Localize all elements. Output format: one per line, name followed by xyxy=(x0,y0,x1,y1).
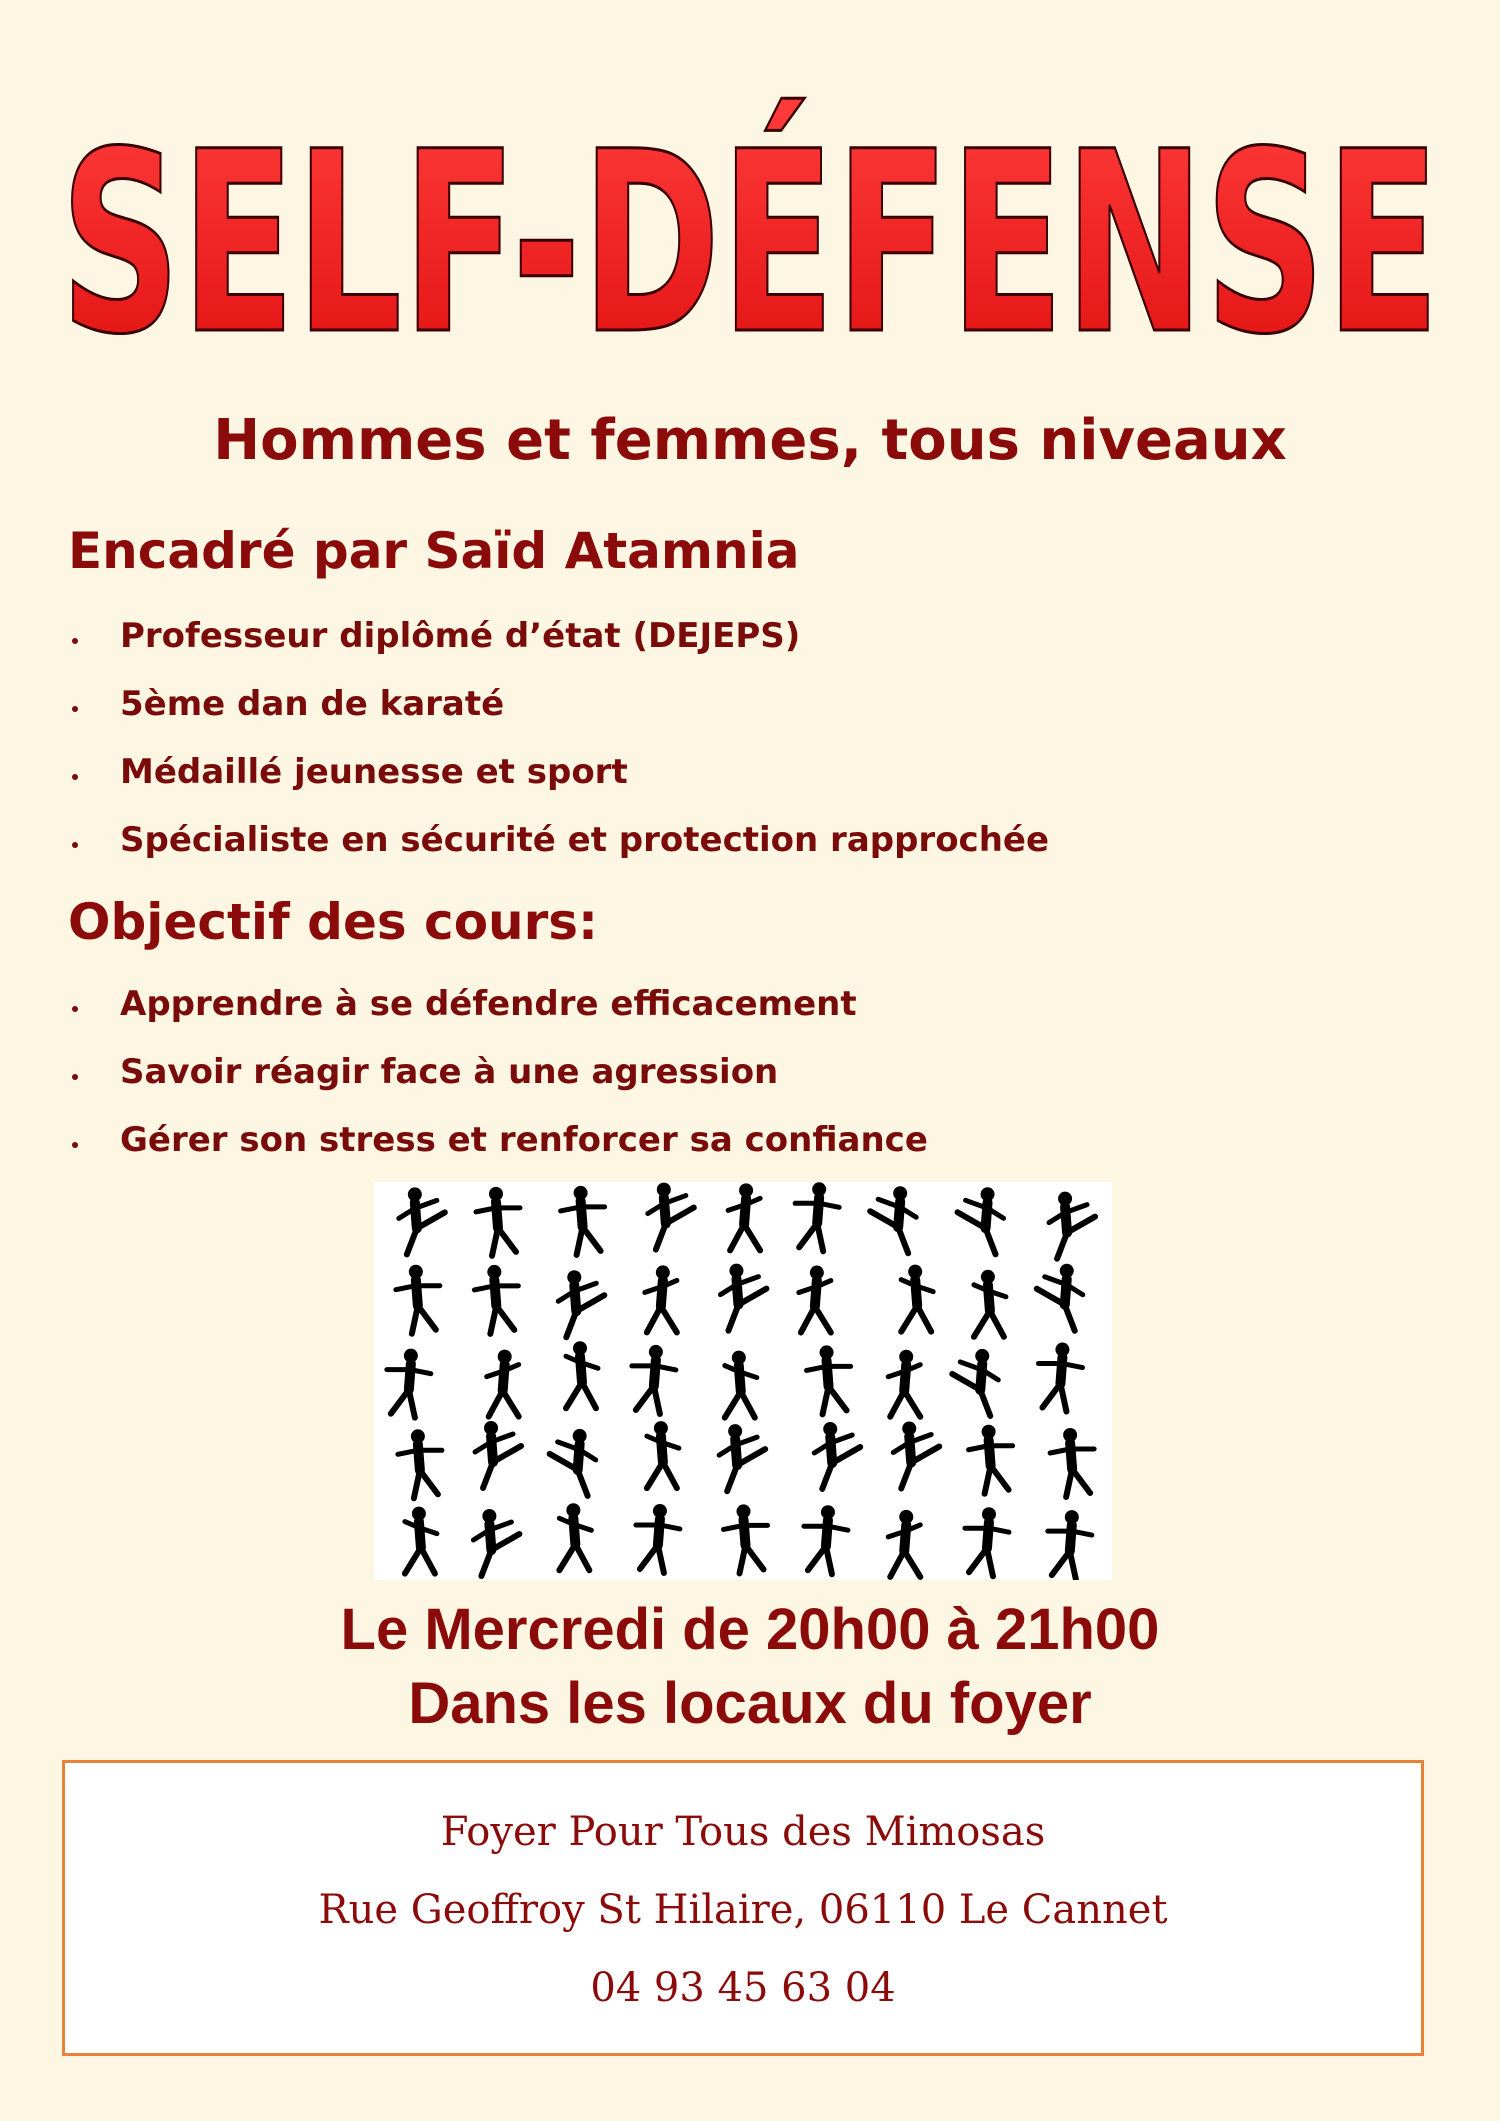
fighter-silhouette xyxy=(1048,1510,1092,1579)
fighter-silhouette xyxy=(974,1270,1006,1337)
fighter-silhouette xyxy=(561,1186,605,1255)
fighter-silhouette xyxy=(901,1265,933,1332)
contact-name: Foyer Pour Tous des Mimosas xyxy=(440,1809,1046,1855)
objectives-list xyxy=(68,970,928,1174)
list-item: Médaillé jeunesse et sport xyxy=(68,738,1049,806)
fighter-silhouette xyxy=(870,1186,916,1253)
fighter-silhouette xyxy=(795,1182,839,1251)
title-text: SELF-DÉFENSE xyxy=(60,98,1440,360)
list-item: Apprendre à se défendre efficacement xyxy=(68,970,928,1038)
fighter-silhouette xyxy=(473,1509,519,1576)
fighter-silhouette xyxy=(648,1183,694,1250)
fighter-silhouette xyxy=(888,1350,920,1417)
fighter-silhouette xyxy=(550,1429,596,1496)
list-item: Gérer son stress et renforcer sa confiance xyxy=(68,1106,928,1174)
fighter-silhouette xyxy=(807,1345,851,1414)
fighter-silhouette xyxy=(405,1507,437,1574)
bullet-icon xyxy=(72,774,78,780)
fighter-silhouette xyxy=(952,1349,998,1416)
fighter-silhouette xyxy=(476,1187,520,1256)
fighter-silhouette xyxy=(387,1349,431,1418)
fighter-silhouette xyxy=(647,1421,679,1488)
contact-phone: 04 93 45 63 04 xyxy=(590,1965,896,2011)
fighter-silhouette xyxy=(804,1505,848,1574)
fighter-silhouette xyxy=(399,1187,445,1254)
bullet-icon xyxy=(72,842,78,848)
fighter-silhouette xyxy=(396,1265,440,1334)
fighter-silhouette xyxy=(728,1183,760,1250)
fighter-silhouette xyxy=(958,1187,1004,1254)
fighter-silhouette xyxy=(1049,1192,1095,1259)
fighter-silhouette xyxy=(1037,1264,1083,1331)
list-item: Spécialiste en sécurité et protection rapprochée xyxy=(68,806,1049,874)
martial-arts-silhouettes-icon xyxy=(374,1182,1112,1580)
fighter-silhouette xyxy=(632,1345,676,1414)
fighter-silhouette xyxy=(893,1421,939,1488)
fighter-silhouette xyxy=(1050,1428,1094,1497)
instructor-credentials-list xyxy=(68,602,1049,874)
instructor-heading: Encadré par Saïd Atamnia xyxy=(68,522,800,580)
fighter-silhouette xyxy=(720,1264,766,1331)
fighter-silhouette xyxy=(1038,1343,1082,1412)
fighter-silhouette xyxy=(969,1425,1013,1494)
bullet-icon xyxy=(72,1142,78,1148)
bullet-icon xyxy=(72,1006,78,1012)
fighter-silhouette xyxy=(566,1341,598,1408)
fighter-silhouette xyxy=(398,1429,442,1498)
fighter-silhouette xyxy=(799,1266,831,1333)
fighter-silhouette xyxy=(725,1351,757,1418)
bullet-icon xyxy=(72,638,78,644)
subtitle: Hommes et femmes, tous niveaux xyxy=(213,408,1287,473)
fighter-silhouette xyxy=(965,1507,1009,1576)
list-item: Savoir réagir face à une agression xyxy=(68,1038,928,1106)
fighter-silhouette xyxy=(814,1422,860,1489)
fighter-silhouette xyxy=(559,1503,591,1570)
poster-title xyxy=(0,70,1500,360)
fighter-silhouette xyxy=(475,1421,521,1488)
fighter-silhouette xyxy=(474,1265,518,1334)
fighter-silhouette xyxy=(719,1424,765,1491)
list-item: 5ème dan de karaté xyxy=(68,670,1049,738)
contact-address: Rue Geoffroy St Hilaire, 06110 Le Cannet xyxy=(318,1887,1168,1933)
fighter-silhouette xyxy=(724,1504,768,1573)
schedule-time: Le Mercredi de 20h00 à 21h00 xyxy=(340,1597,1160,1662)
contact-box xyxy=(62,1760,1424,2056)
bullet-icon xyxy=(72,706,78,712)
fighter-silhouette xyxy=(558,1270,604,1337)
bullet-icon xyxy=(72,1074,78,1080)
fighter-silhouette xyxy=(487,1350,519,1417)
schedule-place: Dans les locaux du foyer xyxy=(408,1671,1092,1736)
fighter-silhouette xyxy=(888,1510,920,1577)
list-item: Professeur diplômé d’état (DEJEPS) xyxy=(68,602,1049,670)
fighter-silhouette xyxy=(636,1504,680,1573)
objectives-heading: Objectif des cours: xyxy=(68,893,599,951)
fighter-silhouette xyxy=(645,1265,677,1332)
